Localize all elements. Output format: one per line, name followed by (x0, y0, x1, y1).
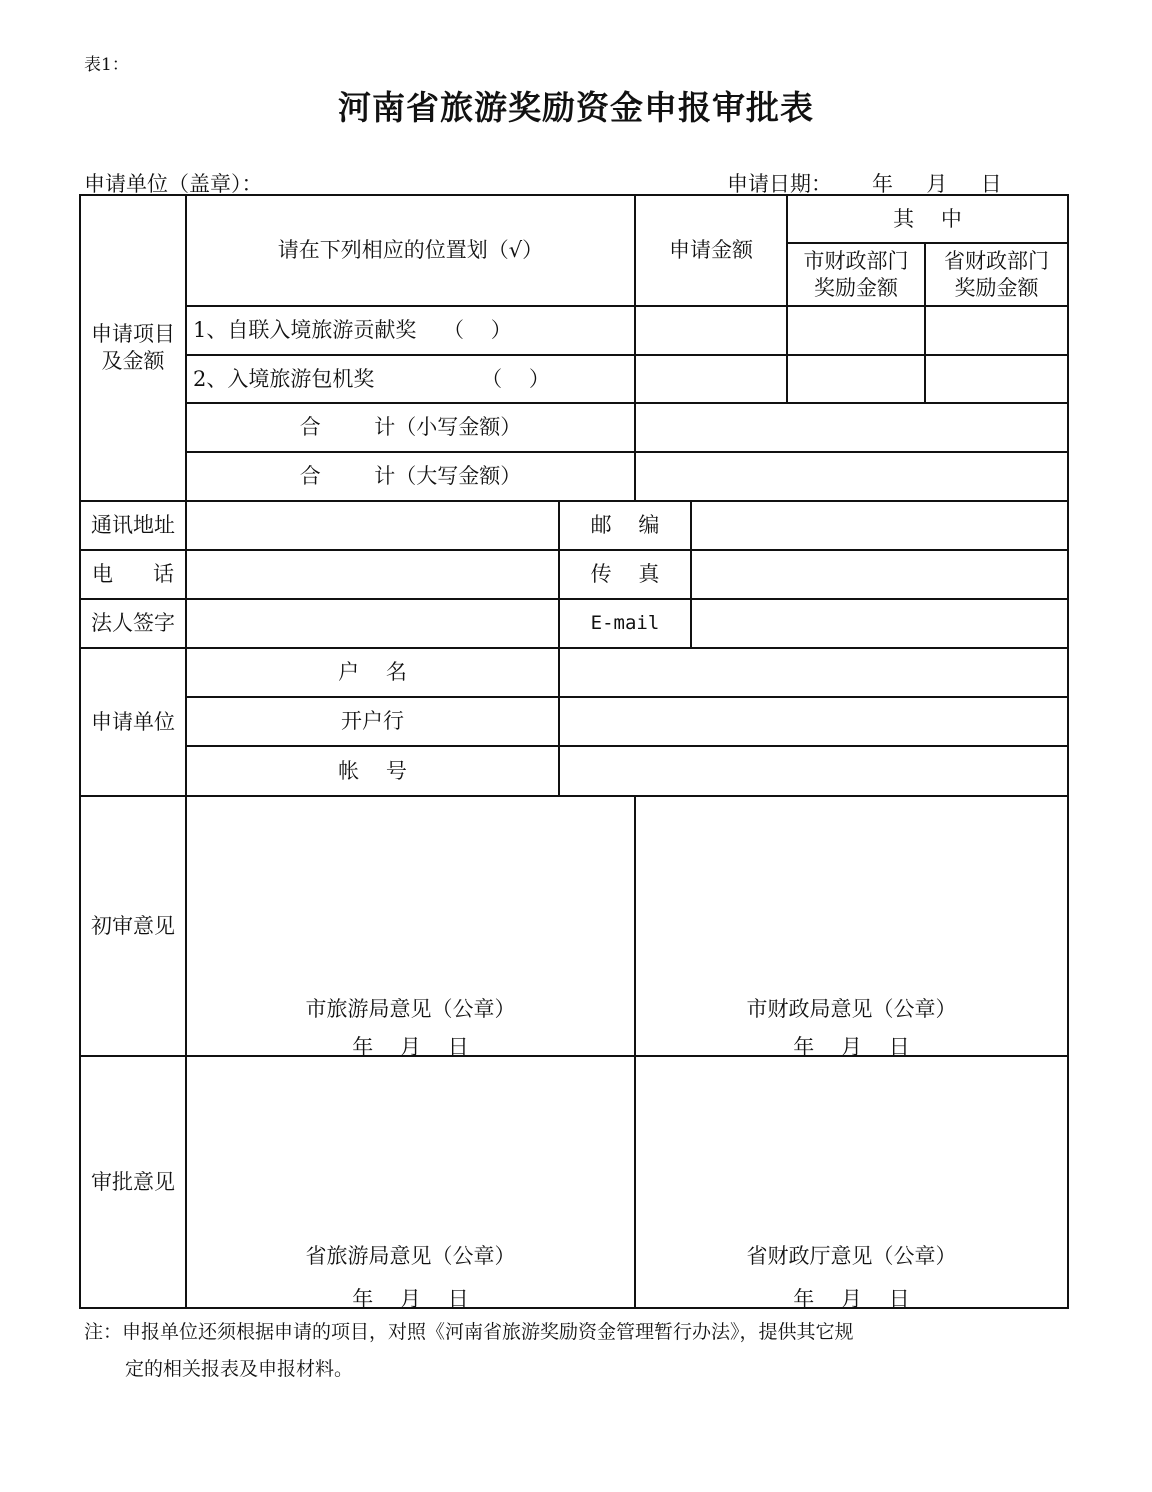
applicant-seal-label: 申请单位（盖章）： (84, 172, 263, 196)
city-tourism-date: 年 月 日 (352, 1035, 469, 1059)
total-big-field[interactable] (636, 453, 1067, 500)
legal-sign-label: 法人签字 (91, 611, 175, 635)
address-field[interactable] (187, 502, 558, 549)
item-1-checkbox[interactable]: 1、自联入境旅游贡献奖 （ ） (193, 318, 512, 342)
item-1-province-award[interactable] (926, 307, 1067, 354)
prov-tourism-opinion-field[interactable] (187, 1057, 634, 1227)
mark-instruction: 请在下列相应的位置划（√） (277, 238, 544, 262)
table-number: 表1： (84, 55, 129, 75)
total-small-label: 合 计（小写金额） (299, 415, 522, 439)
account-no-label: 帐 号 (338, 758, 407, 783)
item-1-apply-amount[interactable] (636, 307, 786, 354)
section-label-unit: 申请单位 (91, 709, 175, 734)
legal-sign-field[interactable] (187, 600, 558, 647)
email-label: E-mail (590, 612, 660, 634)
item-2-city-award[interactable] (788, 356, 924, 402)
item-2-checkbox[interactable]: 2、入境旅游包机奖 （ ） (193, 366, 550, 391)
item-2-apply-amount[interactable] (636, 356, 786, 402)
account-name-label: 户 名 (338, 660, 407, 684)
prov-tourism-date: 年 月 日 (352, 1287, 469, 1311)
apply-amount-header: 申请金额 (669, 238, 753, 262)
item-1-city-award[interactable] (788, 307, 924, 354)
prov-tourism-opinion-label: 省旅游局意见（公章） (305, 1244, 516, 1268)
item-2-province-award[interactable] (926, 356, 1067, 402)
bank-field[interactable] (560, 698, 1067, 745)
prov-finance-date: 年 月 日 (793, 1287, 910, 1311)
city-finance-opinion-label: 市财政局意见（公章） (746, 997, 957, 1021)
of-which-header: 其 中 (893, 206, 962, 231)
fax-label: 传 真 (590, 562, 660, 586)
province-finance-award-header: 省财政部门 奖励金额 (944, 248, 1049, 300)
total-big-label: 合 计（大写金额） (299, 464, 522, 488)
page-title: 河南省旅游奖励资金申报审批表 (338, 88, 814, 127)
footnote-line-1: 注：申报单位还须根据申请的项目，对照《河南省旅游奖励资金管理暂行办法》，提供其它规 (84, 1321, 854, 1343)
postcode-label: 邮 编 (590, 513, 660, 537)
account-no-field[interactable] (560, 747, 1067, 795)
city-finance-opinion-field[interactable] (636, 797, 1067, 977)
account-name-field[interactable] (560, 649, 1067, 696)
city-tourism-opinion-label: 市旅游局意见（公章） (305, 997, 516, 1021)
prov-finance-opinion-field[interactable] (636, 1057, 1067, 1227)
address-label: 通讯地址 (91, 513, 175, 537)
phone-field[interactable] (187, 551, 558, 598)
apply-date-label: 申请日期： 年 月 日 (727, 172, 1002, 196)
bank-label: 开户行 (341, 709, 404, 733)
footnote-line-2: 定的相关报表及申报材料。 (125, 1358, 354, 1380)
city-finance-date: 年 月 日 (793, 1035, 910, 1059)
postcode-field[interactable] (692, 502, 1067, 549)
fax-field[interactable] (692, 551, 1067, 598)
section-label-approval: 审批意见 (91, 1169, 175, 1194)
section-label-project: 申请项目 及金额 (91, 322, 175, 373)
section-label-initial: 初审意见 (91, 913, 175, 938)
email-field[interactable] (692, 600, 1067, 647)
city-finance-award-header: 市财政部门 奖励金额 (803, 248, 909, 300)
prov-finance-opinion-label: 省财政厅意见（公章） (746, 1244, 957, 1268)
city-tourism-opinion-field[interactable] (187, 797, 634, 977)
total-small-field[interactable] (636, 404, 1067, 451)
phone-label: 电 话 (91, 562, 175, 586)
